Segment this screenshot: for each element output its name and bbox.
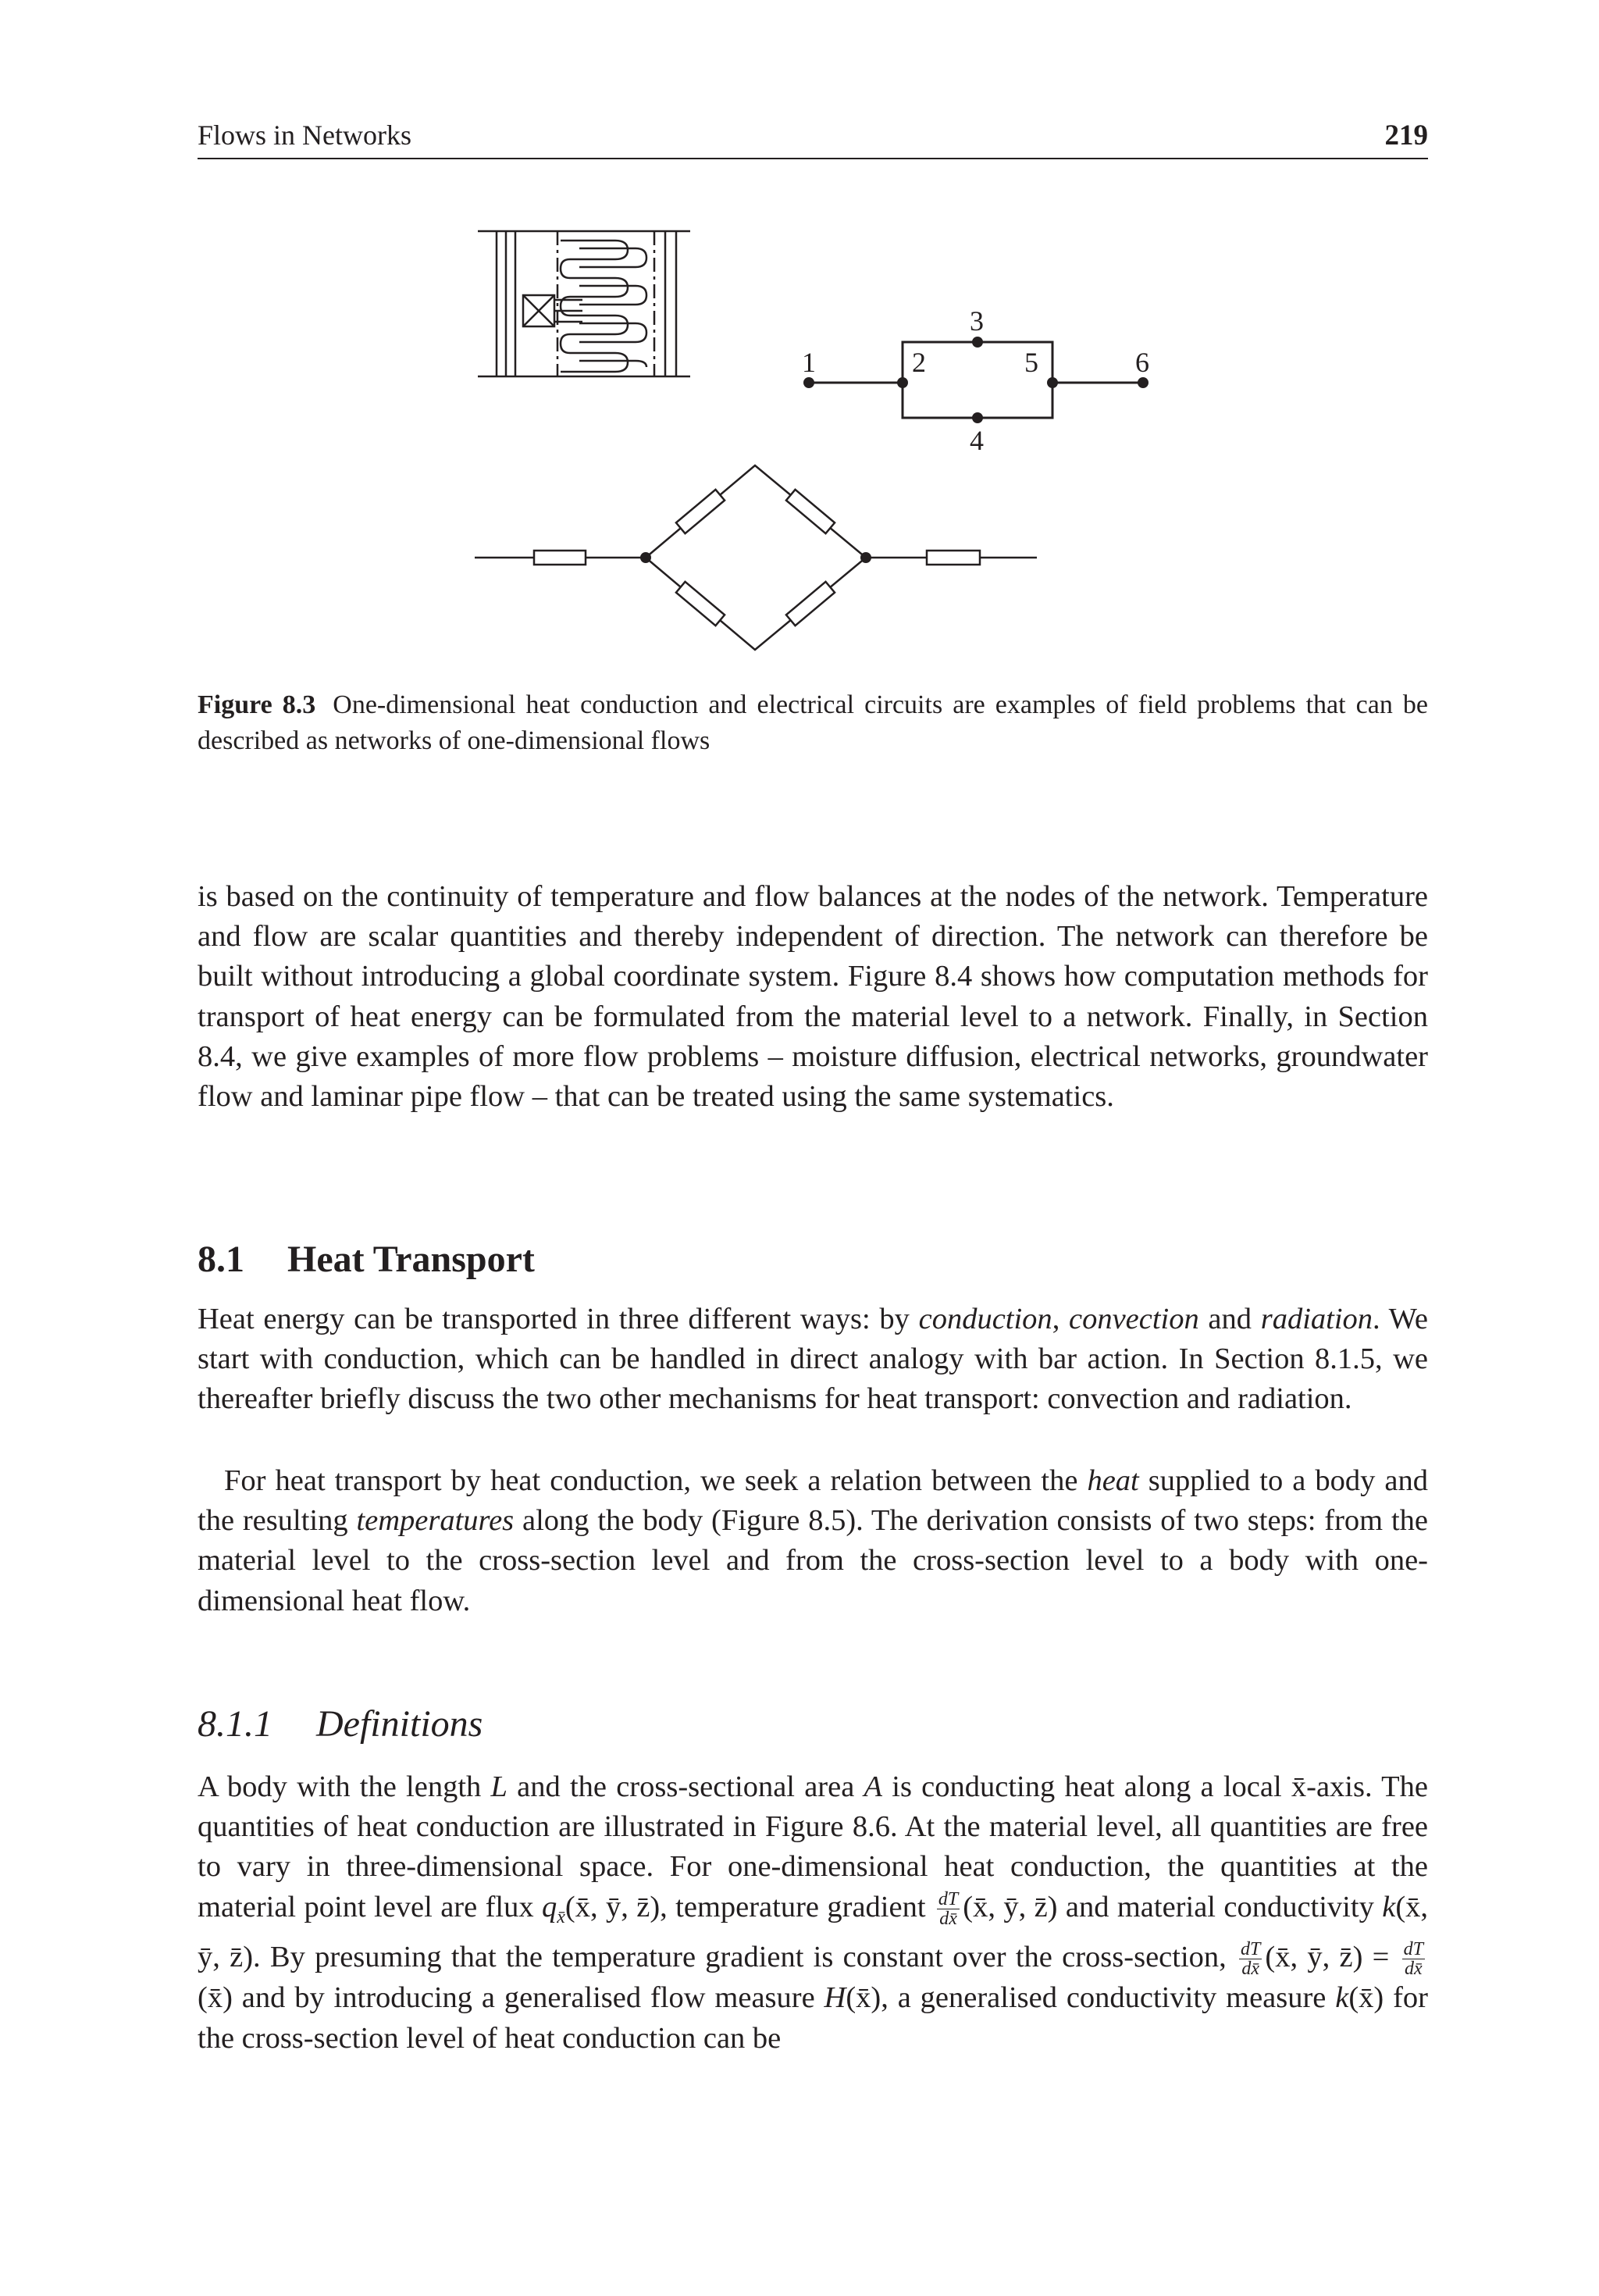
network-graph [809, 342, 1143, 418]
figure-8-3-diagram [0, 0, 1599, 679]
node-5 [1047, 377, 1058, 388]
node-label-1: 1 [802, 347, 816, 378]
section-paragraph-2: For heat transport by heat conduction, we seek a relation between the heat supplied to a body and the resulting temperatures along the body (Figure 8.5). The derivation consists of two steps: from the material level to the cross-section level and from the cross-section level to a body with one-dimensional heat flow. [198, 1464, 1428, 1617]
figure-caption-text: One-dimensional heat conduction and electrical circuits are examples of field problems that can be described as networks of one-dimensional flows [198, 690, 1428, 755]
network-nodes [803, 337, 1149, 423]
section-heading [198, 1236, 535, 1283]
node-label-6: 6 [1135, 347, 1149, 378]
node-label-4: 4 [970, 425, 984, 456]
bridge-node-left [640, 552, 651, 563]
running-title: Flows in Networks [198, 119, 412, 151]
heat-conduction-wall-sketch [478, 231, 690, 376]
node-2 [897, 377, 908, 388]
node-label-2: 2 [912, 347, 926, 378]
node-4 [972, 412, 983, 423]
bridge-node-right [860, 552, 871, 563]
subsection-title: Definitions [316, 1703, 483, 1745]
fraction-dT-dx: $\frac{dT}{dx̄}$ [938, 1889, 959, 1930]
node-1 [803, 377, 814, 388]
node-label-group [802, 305, 1149, 456]
subsection-paragraph-1: A body with the length L and the cross-sectional area A is conducting heat along a local x̄-axis. The quantities of heat conduction are illustrated in Figure 8.6. At the material level, all quantities are free to vary in three-dimensional space. For one-dimensional heat conduction, the quantities at the material point level are flux $q_{x̄}(x̄$, ȳ, z̄), temperature gradient $\frac{dT}{dx̄}$ (x̄, ȳ, z̄) and material conductivity k(x̄, ȳ, z̄). By presuming that the temperature gradient is constant over the cross-section, $\frac{dT}{dx̄}$ (x̄, ȳ, z̄) = $\frac{dT}{dx̄}$ (x̄) and by introducing a generalised flow measure H(x̄), a generalised conductivity measure k(x̄) for the cross-section level of heat conduction can be [198, 1770, 1429, 2055]
resistor-bridge-circuit [475, 465, 1037, 650]
page-number: 219 [1384, 119, 1428, 152]
figure-label: Figure 8.3 [198, 690, 316, 719]
subsection-number: 8.1.1 [198, 1703, 272, 1745]
node-label-3: 3 [970, 305, 984, 337]
subsection-heading [198, 1701, 483, 1748]
section-number: 8.1 [198, 1239, 244, 1280]
section-title: Heat Transport [287, 1239, 535, 1280]
node-3 [972, 337, 983, 348]
figure-caption [198, 687, 1428, 759]
node-6 [1138, 377, 1149, 388]
intro-paragraph: is based on the continuity of temperature and flow balances at the nodes of the network. Temperature and flow are scalar quantities and thereby independent of direction. The network can therefore be built without introducing a global coordinate system. Figure 8.4 shows how computation methods for transport of heat energy can be formulated from the material level to a network. Finally, in Section 8.4, we give examples of more flow problems – moisture diffusion, electrical networks, groundwater flow and laminar pipe flow – that can be treated using the same systematics. [198, 880, 1428, 1114]
section-paragraph-1: Heat energy can be transported in three different ways: by conduction, convection and radiation. We start with conduction, which can be handled in direct analogy with bar action. In Section 8.1.5, we thereafter briefly discuss the two other mechanisms for heat transport: convection and radiation. [198, 1303, 1429, 1416]
node-label-5: 5 [1024, 347, 1038, 378]
